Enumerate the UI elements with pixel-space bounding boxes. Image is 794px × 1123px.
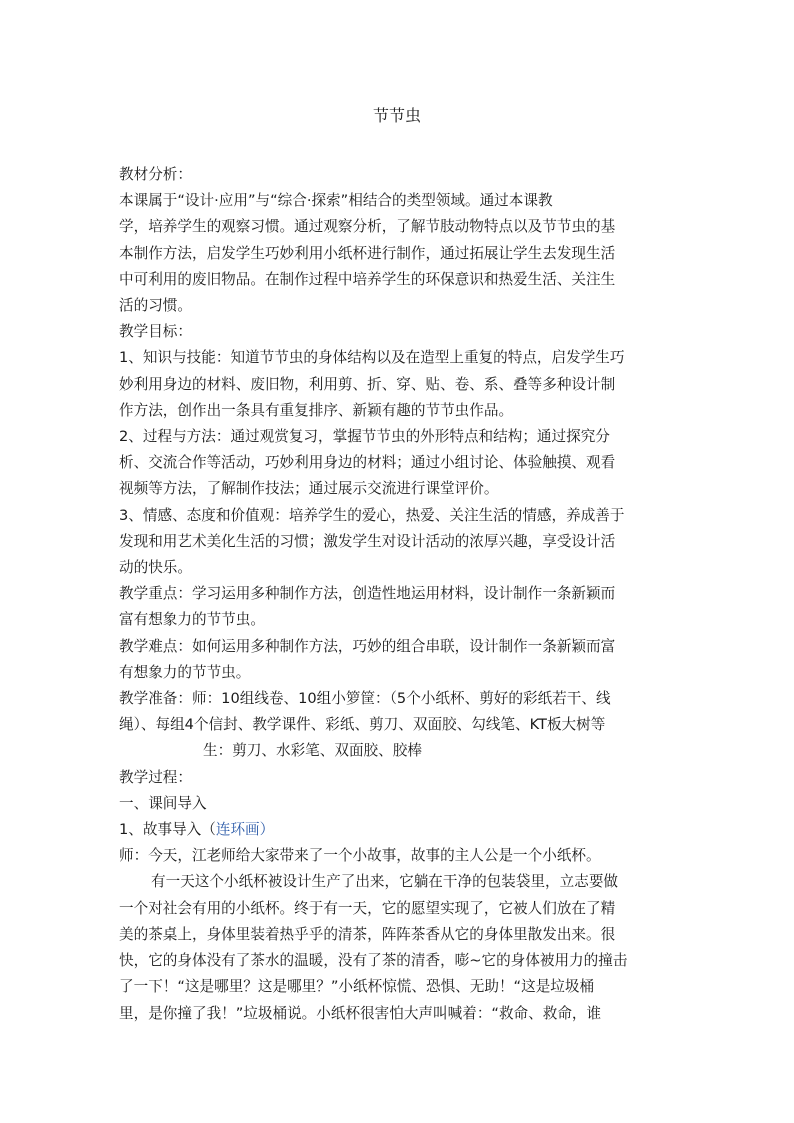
paragraph-line: 学，培养学生的观察习惯。通过观察分析，了解节肢动物特点以及节节虫的基 xyxy=(119,218,616,236)
paragraph-line: 发现和用艺术美化生活的习惯；激发学生对设计活动的浓厚兴趣，享受设计活 xyxy=(119,532,616,550)
document-title: 节节虫 xyxy=(372,106,421,125)
paragraph-line: 绳）、每组4个信封、教学课件、彩纸、剪刀、双面胶、勾线笔、KT板大树等 xyxy=(119,716,606,734)
comic-link-close: ） xyxy=(259,821,275,839)
paragraph-line: 活的习惯。 xyxy=(119,297,192,315)
paragraph-line: 了一下！“这是哪里？这是哪里？”小纸杯惊慌、恐惧、无助！“这是垃圾桶 xyxy=(119,978,595,996)
heading-teaching-process: 教学过程： xyxy=(119,768,192,786)
paragraph-line: 3、情感、态度和价值观：培养学生的爱心，热爱、关注生活的情感，养成善于 xyxy=(119,506,625,524)
paragraph-line: 富有想象力的节节虫。 xyxy=(119,611,265,629)
paragraph-line: 教学准备：师：10组线卷、10组小箩筐：（5个小纸杯、剪好的彩纸若干、线 xyxy=(119,690,611,708)
paragraph-line: 动的快乐。 xyxy=(119,559,192,577)
paragraph-line: 1、知识与技能：知道节节虫的身体结构以及在造型上重复的特点，启发学生巧 xyxy=(119,349,625,367)
paragraph-line: 快，它的身体没有了茶水的温暖，没有了茶的清香，嘭~它的身体被用力的撞击 xyxy=(119,952,628,970)
paragraph-line: 本课属于“设计·应用”与“综合·探索”相结合的类型领域。通过本课教 xyxy=(119,192,553,210)
paragraph-line: 里，是你撞了我！”垃圾桶说。小纸杯很害怕大声叫喊着：“救命、救命，谁 xyxy=(119,1004,602,1022)
section-heading: 一、课间导入 xyxy=(119,794,207,812)
paragraph-line: 有想象力的节节虫。 xyxy=(119,663,251,681)
paragraph-line: 美的茶桌上，身体里装着热乎乎的清茶，阵阵茶香从它的身体里散发出来。很 xyxy=(119,925,616,943)
paragraph-line: 2、过程与方法：通过观赏复习，掌握节节虫的外形特点和结构；通过探究分 xyxy=(119,428,610,446)
paragraph-line: 师：今天，江老师给大家带来了一个小故事，故事的主人公是一个小纸杯。 xyxy=(119,847,601,865)
paragraph-line: 本制作方法，启发学生巧妙利用小纸杯进行制作，通过拓展让学生去发现生活 xyxy=(119,244,616,262)
heading-textbook-analysis: 教材分析： xyxy=(119,166,192,183)
paragraph-line: 析、交流合作等活动，巧妙利用身边的材料；通过小组讨论、体验触摸、观看 xyxy=(119,454,616,472)
document-body xyxy=(119,162,675,1027)
paragraph-line: 中可利用的废旧物品。在制作过程中培养学生的环保意识和热爱生活、关注生 xyxy=(119,270,616,288)
paragraph-line: 妙利用身边的材料、废旧物，利用剪、折、穿、贴、卷、系、叠等多种设计制 xyxy=(119,375,616,393)
comic-link[interactable]: 连环画 xyxy=(215,821,260,839)
heading-teaching-goals: 教学目标： xyxy=(119,323,192,341)
paragraph-line: 教学难点：如何运用多种制作方法，巧妙的组合串联，设计制作一条新颖而富 xyxy=(119,637,616,655)
paragraph-line: 生：剪刀、水彩笔、双面胶、胶棒 xyxy=(203,742,422,760)
paragraph-line: 视频等方法，了解制作技法；通过展示交流进行课堂评价。 xyxy=(119,480,499,498)
paragraph-line: 教学重点：学习运用多种制作方法，创造性地运用材料，设计制作一条新颖而 xyxy=(119,585,616,603)
paragraph-line: 一个对社会有用的小纸杯。终于有一天，它的愿望实现了，它被人们放在了精 xyxy=(119,899,616,917)
paragraph-line: 有一天这个小纸杯被设计生产了出来，它躺在干净的包装袋里，立志要做 xyxy=(151,873,619,891)
paragraph-line: 作方法，创作出一条具有重复排序、新颖有趣的节节虫作品。 xyxy=(119,401,514,419)
story-intro-text: 1、故事导入（ xyxy=(119,821,216,839)
story-intro-line xyxy=(119,817,675,843)
